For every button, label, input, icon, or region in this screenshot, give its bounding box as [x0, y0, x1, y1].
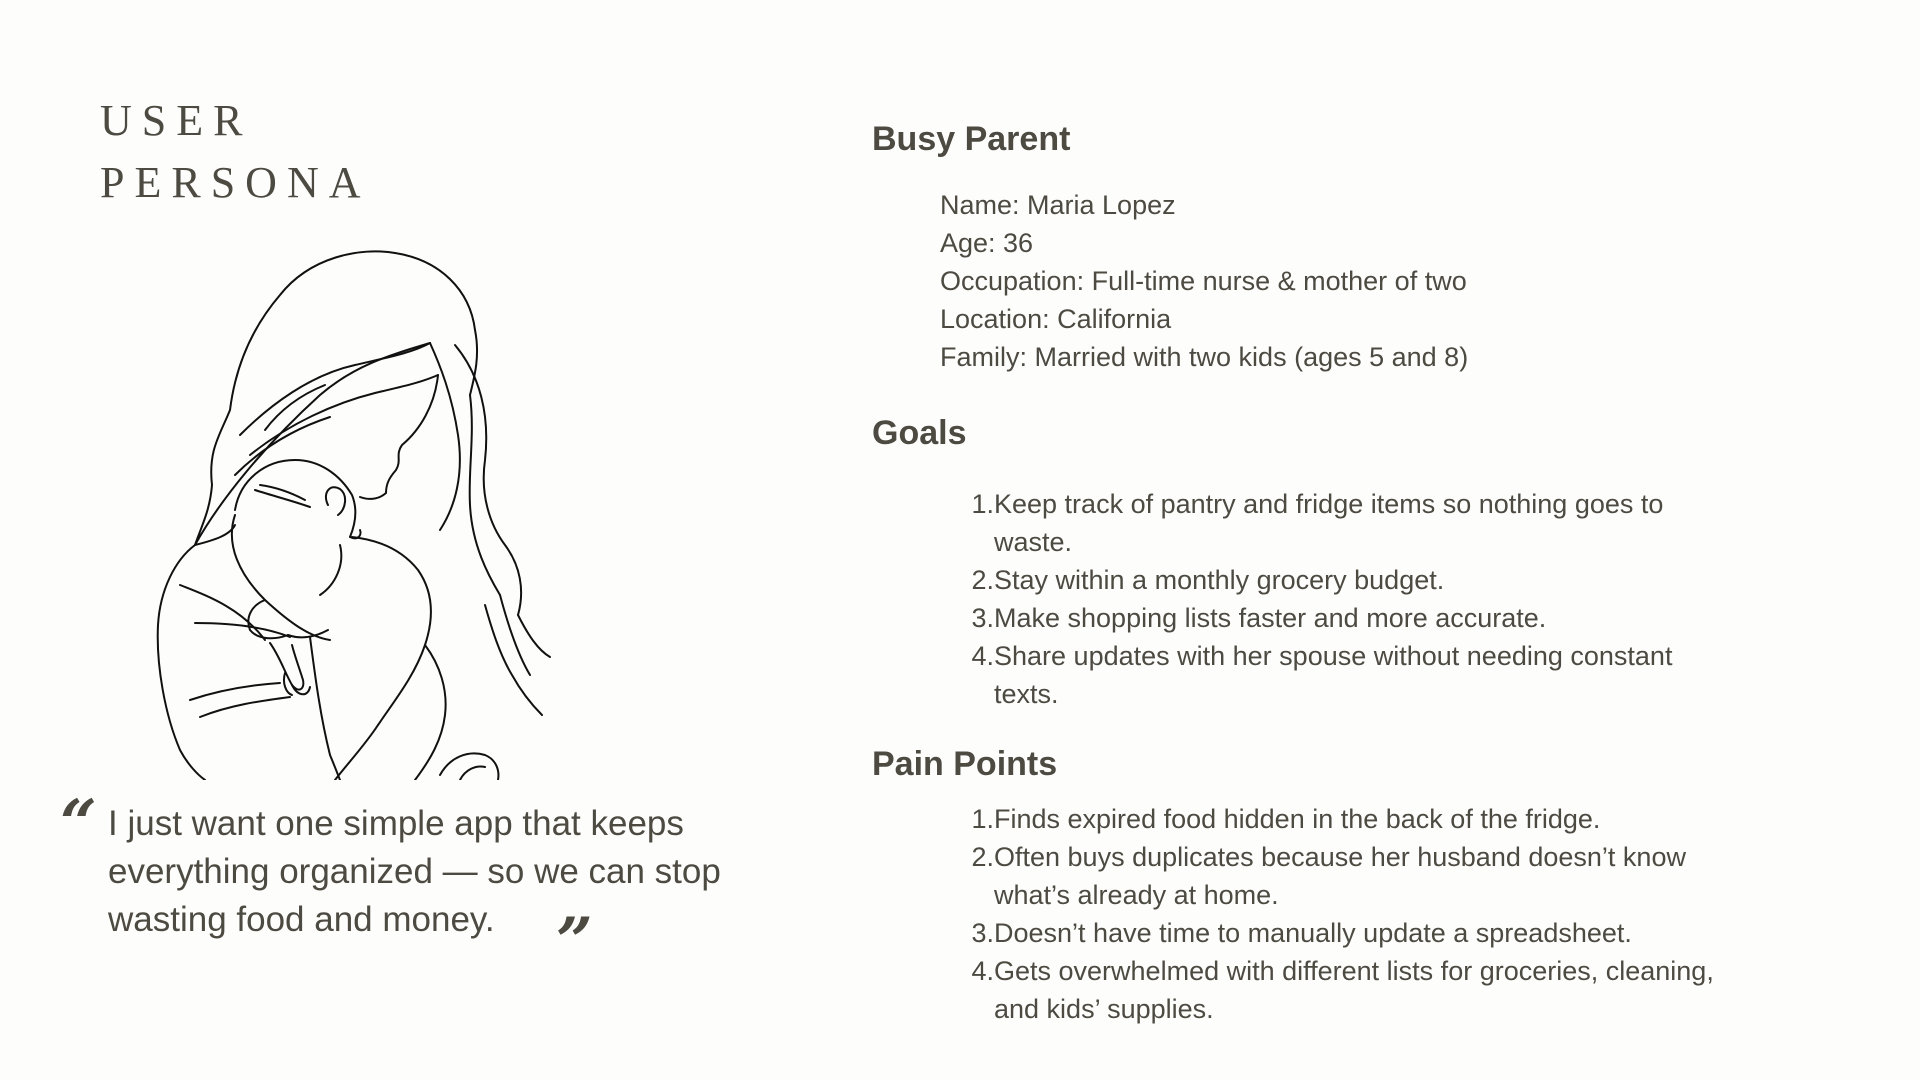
goal-number: 2. — [971, 565, 994, 595]
detail-occupation: Occupation: Full-time nurse & mother of two — [940, 266, 1467, 296]
mother-holding-baby-icon — [140, 245, 570, 780]
goal-item — [940, 485, 1720, 561]
pain-points-list — [940, 800, 1720, 1028]
detail-age: Age: 36 — [940, 228, 1034, 258]
pain-points-heading: Pain Points — [872, 745, 1058, 783]
quote-close-mark: ” — [556, 904, 593, 979]
quote-open-mark: “ — [60, 786, 97, 861]
pain-point-number: 3. — [971, 918, 994, 948]
detail-location: Location: California — [940, 304, 1172, 334]
pain-point-text: Doesn’t have time to manually update a spreadsheet. — [994, 918, 1632, 948]
goal-text: Make shopping lists faster and more accurate. — [994, 603, 1547, 633]
pain-point-item — [940, 914, 1720, 952]
title-line-2: PERSONA — [100, 158, 371, 207]
goal-text: Keep track of pantry and fridge items so nothing goes to waste. — [994, 489, 1664, 557]
goal-number: 4. — [971, 641, 994, 671]
pain-point-number: 4. — [971, 956, 994, 986]
persona-heading: Busy Parent — [872, 120, 1071, 158]
page-title — [100, 90, 371, 214]
goals-heading: Goals — [872, 414, 967, 452]
persona-quote: I just want one simple app that keeps everything organized — so we can stop wasting food and money. — [108, 804, 721, 939]
detail-family: Family: Married with two kids (ages 5 and 8) — [940, 342, 1469, 372]
pain-point-item — [940, 800, 1720, 838]
persona-details-list — [940, 186, 1468, 376]
goal-number: 3. — [971, 603, 994, 633]
goals-list — [940, 485, 1720, 713]
pain-point-number: 1. — [971, 804, 994, 834]
pain-point-item — [940, 838, 1720, 914]
pain-point-item — [940, 952, 1720, 1028]
pain-point-text: Finds expired food hidden in the back of the fridge. — [994, 804, 1601, 834]
title-line-1: USER — [100, 96, 253, 145]
pain-point-text: Gets overwhelmed with different lists for groceries, cleaning, and kids’ supplies. — [994, 956, 1714, 1024]
goal-item — [940, 637, 1720, 713]
goal-item — [940, 599, 1720, 637]
goal-text: Stay within a monthly grocery budget. — [994, 565, 1445, 595]
goal-text: Share updates with her spouse without needing constant texts. — [994, 641, 1673, 709]
goal-number: 1. — [971, 489, 994, 519]
detail-name: Name: Maria Lopez — [940, 190, 1176, 220]
mother-holding-baby-illustration — [140, 245, 570, 780]
pain-point-number: 2. — [971, 842, 994, 872]
pain-point-text: Often buys duplicates because her husband doesn’t know what’s already at home. — [994, 842, 1686, 910]
goal-item — [940, 561, 1720, 599]
